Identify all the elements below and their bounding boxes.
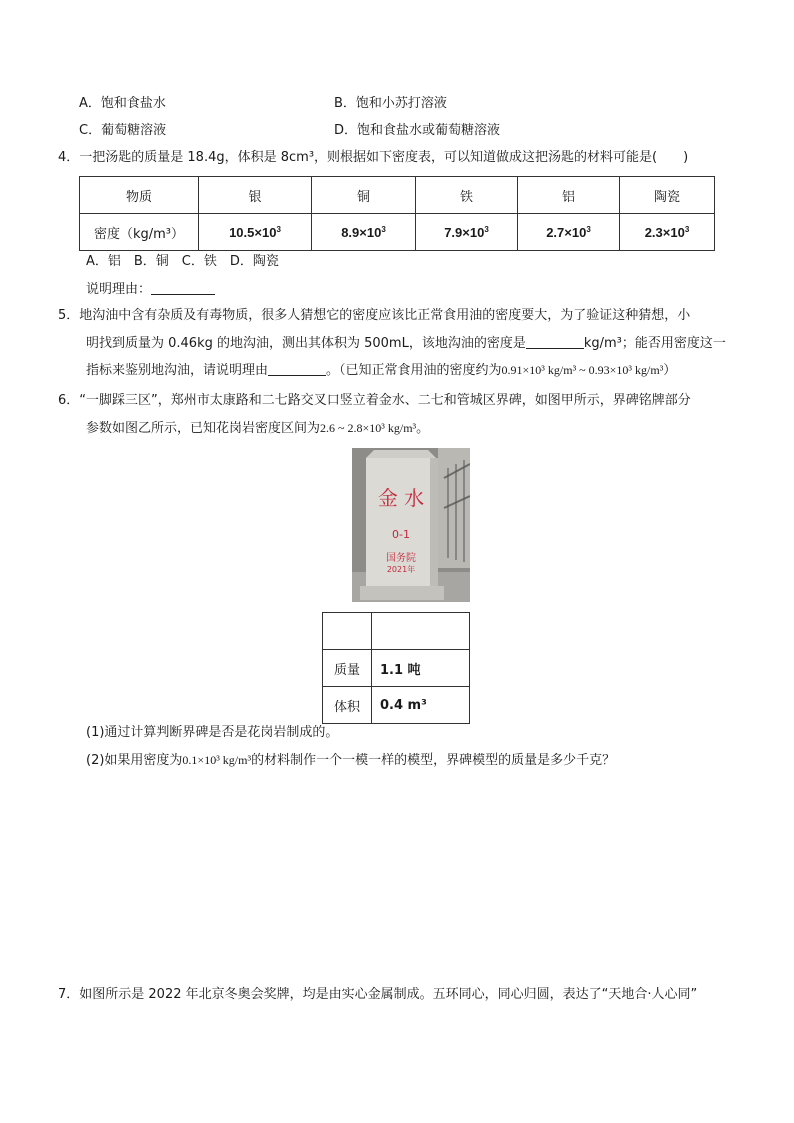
table-header-cell: 铁	[416, 177, 518, 214]
stone-params-table	[322, 612, 470, 724]
table-header-cell: 铜	[312, 177, 416, 214]
mass-value: 1.1 吨	[372, 650, 470, 687]
density-cell-aluminum: $2.7\times 10^3$	[518, 214, 620, 251]
density-cell-iron: $7.9\times 10^3$	[416, 214, 518, 251]
stone-code: 0-1	[392, 528, 410, 541]
q3-option-d: D．饱和食盐水或葡萄糖溶液	[334, 123, 501, 138]
stone-table-empty-row	[323, 613, 470, 650]
boundary-stone-photo	[352, 448, 470, 602]
q6-sub2: (2)如果用密度为0.1×10³ kg/m³的材料制作一个一模一样的模型，界碑模型的质量是多少千克？	[86, 753, 616, 768]
density-cell-silver: $10.5\times 10^3$	[199, 214, 312, 251]
table-header-cell: 物质	[80, 177, 199, 214]
stone-table-volume-row	[323, 687, 470, 724]
table-header-cell: 陶瓷	[620, 177, 715, 214]
density-table-value-row	[80, 214, 715, 251]
density-table	[79, 176, 715, 251]
table-header-cell: 铝	[518, 177, 620, 214]
stone-year: 2021年	[386, 565, 416, 574]
q6-line1: 6．“一脚踩三区”，郑州市太康路和二七路交叉口竖立着金水、二七和管城区界碑，如图甲所示，界碑铭牌部分	[58, 393, 691, 408]
q5-line2: 明找到质量为 0.46kg 的地沟油，测出其体积为 500mL，该地沟油的密度是 kg/m³；能否用密度这一	[86, 336, 726, 351]
mass-label: 质量	[323, 650, 372, 687]
q7-line1: 7．如图所示是 2022 年北京冬奥会奖牌，均是由实心金属制成。五环同心，同心归圆，表达了“天地合·人心同”	[58, 987, 698, 1002]
stone-org: 国务院	[386, 553, 416, 564]
volume-label: 体积	[323, 687, 372, 724]
q5-line3: 指标来鉴别地沟油，请说明理由 。（已知正常食用油的密度约为0.91×10³ kg/m³ ~ 0.93×10³ kg/m³）	[86, 363, 677, 378]
q3-option-b: B．饱和小苏打溶液	[334, 96, 447, 111]
stone-illustration	[352, 448, 470, 602]
stone-name: 金 水	[377, 486, 425, 510]
q6-line2: 参数如图乙所示，已知花岗岩密度区间为2.6 ~ 2.8×10³ kg/m³。	[86, 421, 430, 436]
density-table-header-row	[80, 177, 715, 214]
answer-blank-reason[interactable]	[268, 361, 326, 376]
stone-table-empty-cell	[372, 613, 470, 650]
q3-option-c: C．葡萄糖溶液	[79, 123, 167, 138]
answer-blank-density[interactable]	[526, 334, 584, 349]
q3-option-a: A．饱和食盐水	[79, 96, 166, 111]
table-header-cell: 银	[199, 177, 312, 214]
density-row-label: 密度（kg/m³）	[80, 214, 199, 251]
q6-sub1: (1)通过计算判断界碑是否是花岗岩制成的。	[86, 725, 339, 740]
q4-options: A．铝 B．铜 C．铁 D．陶瓷	[86, 254, 279, 269]
answer-blank[interactable]	[151, 280, 215, 295]
stone-table-empty-cell	[323, 613, 372, 650]
density-cell-copper: $8.9\times 10^3$	[312, 214, 416, 251]
density-cell-ceramic: $2.3\times 10^3$	[620, 214, 715, 251]
q4-reason: 说明理由：	[86, 280, 215, 299]
q4-stem: 4．一把汤匙的质量是 18.4g，体积是 8cm³，则根据如下密度表，可以知道做成这把汤匙的材料可能是( )	[58, 150, 689, 165]
stone-table-mass-row	[323, 650, 470, 687]
q5-line1: 5．地沟油中含有杂质及有毒物质，很多人猜想它的密度应该比正常食用油的密度要大，为了验证这种猜想，小	[58, 308, 691, 323]
volume-value: 0.4 m³	[372, 687, 470, 724]
